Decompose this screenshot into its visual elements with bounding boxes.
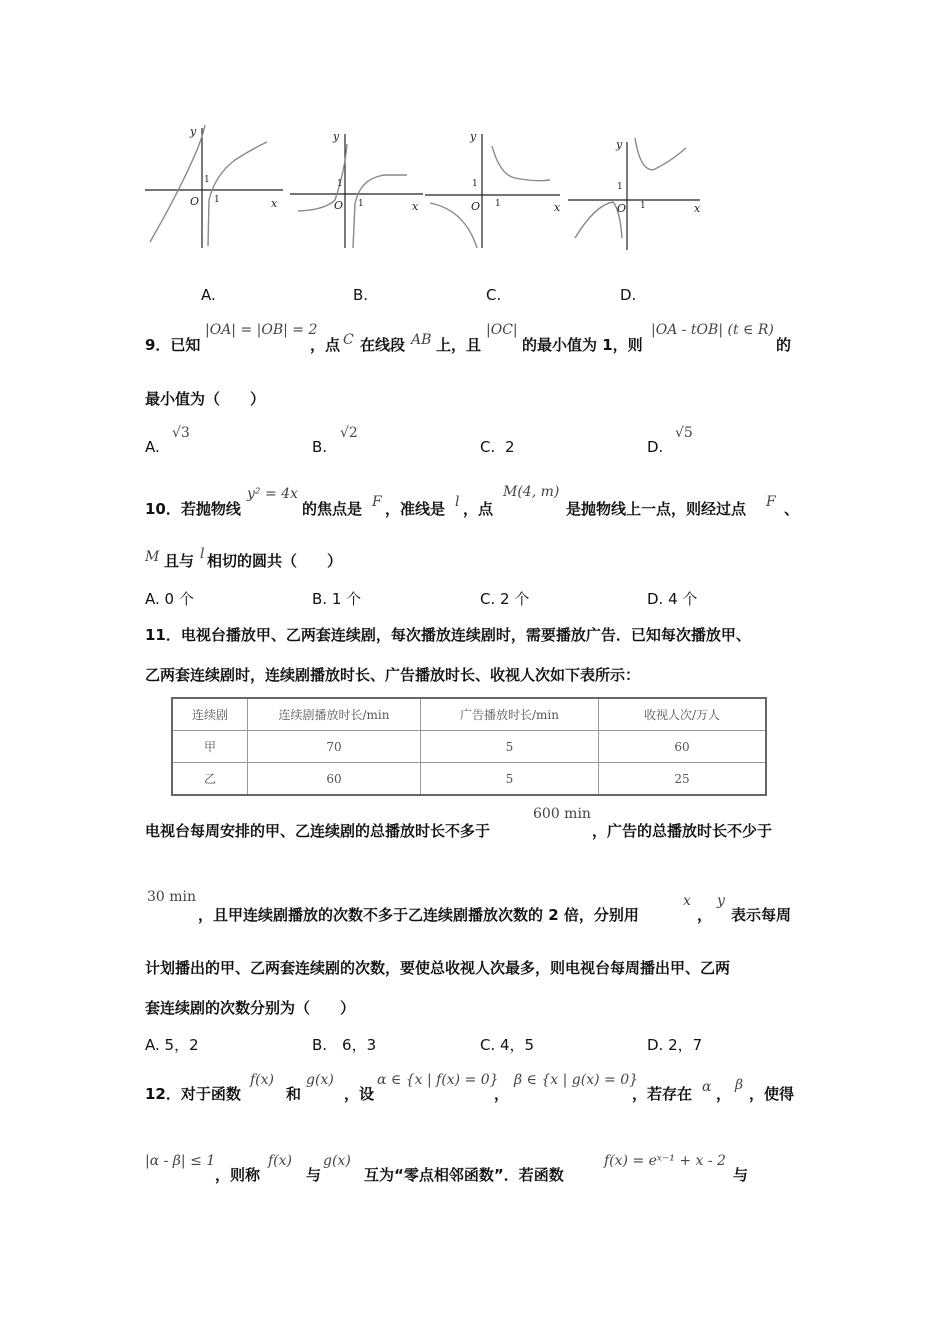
axis-label-y-a: y — [190, 125, 197, 138]
q12-and: 和 — [286, 1085, 302, 1103]
q11-val600: 600 min — [533, 806, 591, 822]
q12-ineq: |α - β| ≤ 1 — [145, 1153, 216, 1169]
q10-text1: 的焦点是 — [302, 500, 363, 518]
q9-text5: 的 — [776, 336, 792, 354]
q9-expr2: |OC| — [486, 322, 518, 338]
table-cell: 25 — [599, 763, 767, 796]
q12-alpha-set: α ∈ {x | f(x) = 0} — [377, 1072, 499, 1088]
q10-text4: 是抛物线上一点，则经过点 — [566, 500, 747, 518]
q9-option-c-value: 2 — [505, 438, 515, 456]
q12-fx2: f(x) — [268, 1153, 293, 1169]
q9-text3: 上，且 — [436, 336, 482, 354]
tick-one-x-b: 1 — [358, 199, 364, 209]
q8-option-d[interactable]: D. — [620, 286, 637, 304]
q11-option-c[interactable]: C. 4，5 — [480, 1036, 535, 1054]
q10-expr1: y² = 4x — [247, 486, 298, 502]
q8-option-b[interactable]: B. — [353, 286, 369, 304]
q12-func: f(x) = eˣ⁻¹ + x - 2 — [604, 1153, 726, 1169]
q9-text4: 的最小值为 1，则 — [522, 336, 643, 354]
tick-one-y-d: 1 — [617, 182, 623, 192]
axis-label-x-b: x — [412, 200, 419, 213]
q12-and2: 与 — [733, 1166, 749, 1184]
q12-beta-set: β ∈ {x | g(x) = 0} — [514, 1072, 639, 1088]
origin-label-c: O — [471, 200, 481, 213]
axis-label-x-a: x — [271, 197, 278, 210]
q12-gx2: g(x) — [323, 1153, 351, 1169]
table-row — [172, 731, 766, 763]
axis-label-y-c: y — [470, 130, 477, 143]
q9-point-c: C — [343, 332, 354, 348]
q10-focus2: F — [766, 494, 776, 510]
q11-para2-a: ，且甲连续剧播放的次数不多于乙连续剧播放次数的 2 倍，分别用 — [198, 906, 639, 924]
q9-option-d-label[interactable]: D. — [647, 438, 664, 456]
q12-such: ，使得 — [749, 1085, 795, 1103]
q10-option-d[interactable]: D. 4 个 — [647, 590, 698, 608]
q9-option-d-value: √5 — [675, 425, 693, 441]
axis-label-y-b: y — [333, 130, 340, 143]
q11-var-y: y — [717, 893, 725, 909]
q9-option-b-value: √2 — [340, 425, 358, 441]
q9-option-a-value: √3 — [172, 425, 190, 441]
q11-para3: 计划播出的甲、乙两套连续剧的次数，要使总收视人次最多，则电视台每周播出甲、乙两 — [145, 959, 731, 977]
q10-option-a[interactable]: A. 0 个 — [145, 590, 194, 608]
q11-option-b[interactable]: B. 6，3 — [312, 1036, 377, 1054]
tick-one-y-a: 1 — [204, 175, 210, 185]
table-header: 广告播放时长/min — [421, 698, 599, 731]
table-header: 连续剧 — [172, 698, 248, 731]
q9-line2: 最小值为（ ） — [145, 390, 266, 408]
q10-text5: 、 — [784, 500, 800, 518]
q11-option-d[interactable]: D. 2，7 — [647, 1036, 703, 1054]
q12-alpha: α — [702, 1079, 712, 1095]
q10-m-label: M — [145, 549, 160, 565]
table-cell: 60 — [248, 763, 421, 796]
q9-option-b-label[interactable]: B. — [312, 438, 328, 456]
q12-then: ，则称 — [215, 1166, 261, 1184]
q10-option-c[interactable]: C. 2 个 — [480, 590, 530, 608]
q12-comma2: ， — [716, 1085, 732, 1103]
q11-comma: ， — [697, 906, 713, 924]
table-cell: 乙 — [172, 763, 248, 796]
q11-para4: 套连续剧的次数分别为（ ） — [145, 999, 356, 1017]
q11-var-x: x — [683, 893, 691, 909]
q10-point-m: M(4, m) — [503, 484, 560, 500]
q9-number: 9．已知 — [145, 336, 201, 354]
q9-seg-ab: AB — [411, 332, 432, 348]
q12-gx: g(x) — [306, 1072, 334, 1088]
q10-text6: 且与 — [164, 552, 195, 570]
table-header: 收视人次/万人 — [599, 698, 767, 731]
q9-option-c-label[interactable]: C. — [480, 438, 496, 456]
table-cell: 70 — [248, 731, 421, 763]
q12-with: 与 — [306, 1166, 322, 1184]
table-cell: 60 — [599, 731, 767, 763]
q8-option-a[interactable]: A. — [201, 286, 216, 304]
table-cell: 5 — [421, 763, 599, 796]
q12-beta: β — [735, 1077, 744, 1093]
q10-focus: F — [372, 494, 382, 510]
q10-text7: 相切的圆共（ ） — [207, 552, 343, 570]
q11-val30: 30 min — [147, 889, 197, 905]
tick-one-x-a: 1 — [214, 195, 220, 205]
q10-option-b[interactable]: B. 1 个 — [312, 590, 362, 608]
table-header-row — [172, 698, 766, 731]
origin-label-a: O — [190, 195, 200, 208]
tick-one-x-d: 1 — [640, 201, 646, 211]
q8-option-c[interactable]: C. — [486, 286, 502, 304]
origin-label-d: O — [617, 202, 627, 215]
q10-text3: ，点 — [463, 500, 494, 518]
tick-one-y-b: 1 — [337, 179, 343, 189]
q10-line-l: l — [455, 494, 460, 510]
q9-text1: ，点 — [310, 336, 341, 354]
axis-label-x-d: x — [694, 202, 701, 215]
axis-label-x-c: x — [554, 201, 561, 214]
q11-table — [171, 697, 767, 796]
q9-text2: 在线段 — [360, 336, 406, 354]
q12-mutual: 互为“零点相邻函数”．若函数 — [364, 1166, 564, 1184]
q9-expr3: |OA - tOB| (t ∈ R) — [651, 322, 774, 338]
q11-option-a[interactable]: A. 5，2 — [145, 1036, 199, 1054]
q12-exists: ，若存在 — [632, 1085, 693, 1103]
axis-label-y-d: y — [616, 138, 623, 151]
q11-para1-b: ，广告的总播放时长不少于 — [592, 822, 773, 840]
q11-para2-b: 表示每周 — [731, 906, 792, 924]
table-header: 连续剧播放时长/min — [248, 698, 421, 731]
q11-line1: 11．电视台播放甲、乙两套连续剧，每次播放连续剧时，需要播放广告．已知每次播放甲、 — [145, 626, 751, 644]
table-cell: 5 — [421, 731, 599, 763]
q11-line2: 乙两套连续剧时，连续剧播放时长、广告播放时长、收视人次如下表所示： — [145, 666, 641, 684]
tick-one-x-c: 1 — [495, 199, 501, 209]
q10-text2: ，准线是 — [385, 500, 446, 518]
q12-number: 12．对于函数 — [145, 1085, 241, 1103]
q12-let: ，设 — [344, 1085, 375, 1103]
tick-one-y-c: 1 — [472, 179, 478, 189]
origin-label-b: O — [334, 199, 344, 212]
q11-para1-a: 电视台每周安排的甲、乙连续剧的总播放时长不多于 — [145, 822, 491, 840]
q9-expr1: |OA| = |OB| = 2 — [205, 322, 318, 338]
q10-line-l2: l — [200, 546, 205, 562]
graphs-q8 — [135, 120, 715, 255]
q12-fx: f(x) — [250, 1072, 275, 1088]
q12-comma1: ， — [494, 1085, 510, 1103]
table-row — [172, 763, 766, 796]
q9-option-a-label[interactable]: A. — [145, 438, 160, 456]
table-cell: 甲 — [172, 731, 248, 763]
q10-number: 10．若抛物线 — [145, 500, 241, 518]
